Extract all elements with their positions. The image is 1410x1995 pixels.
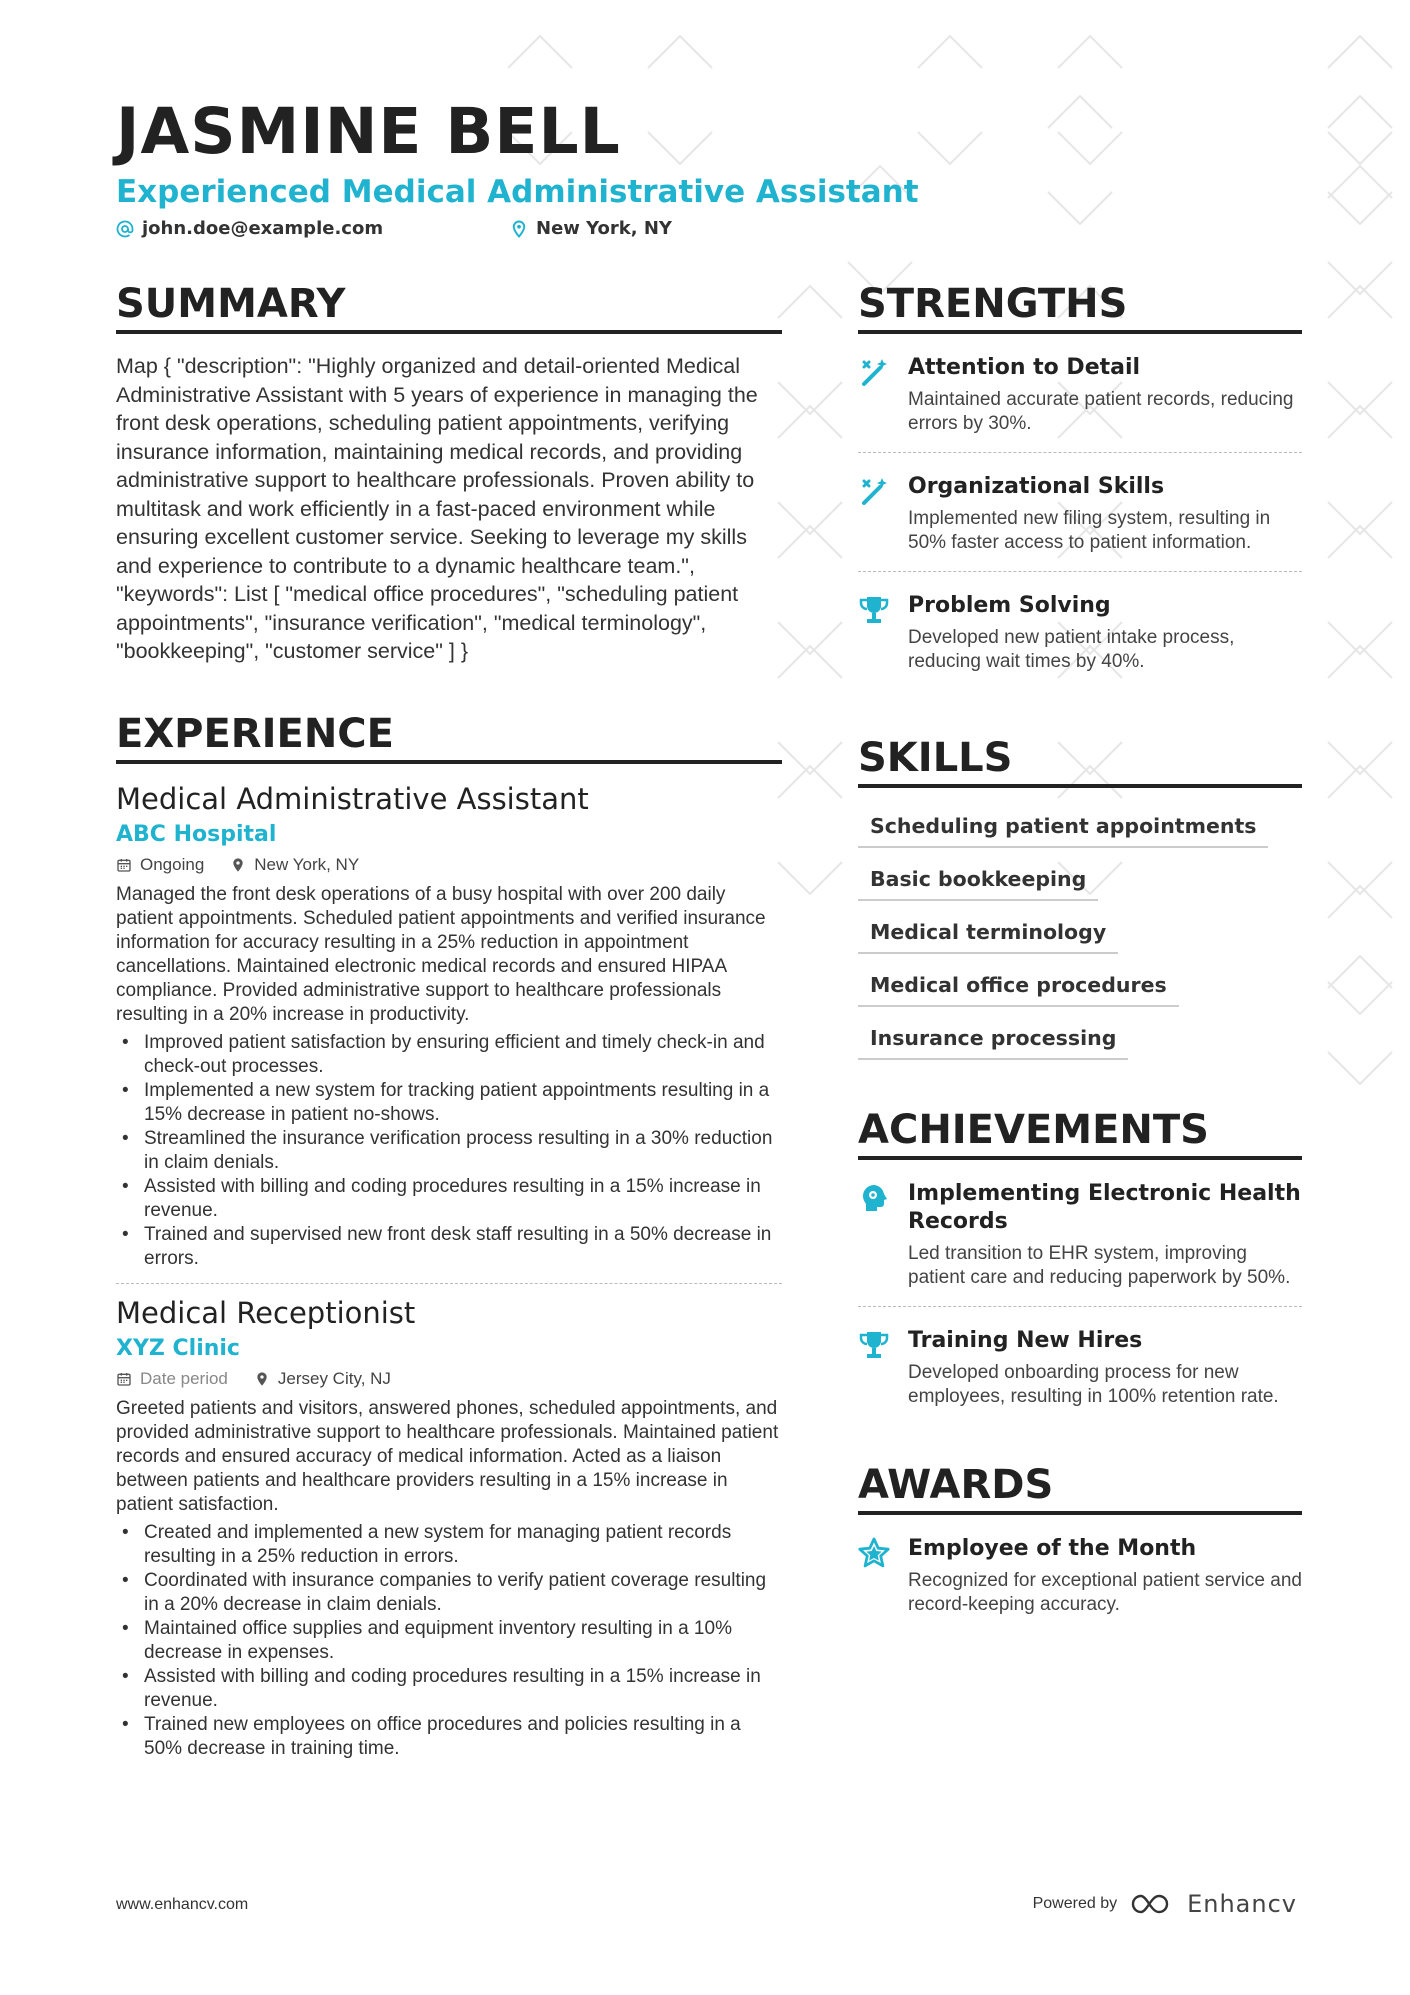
location-pin-icon: [510, 220, 528, 238]
job-location-text: New York, NY: [254, 854, 360, 874]
enhancv-logo-icon: [1129, 1892, 1175, 1916]
candidate-title: Experienced Medical Administrative Assistant: [116, 174, 919, 210]
award-item: [858, 1515, 1302, 1633]
powered-by-text: Powered by: [1032, 1895, 1118, 1912]
skill-tag: Basic bookkeeping: [858, 855, 1098, 901]
job-period-text: Ongoing: [140, 854, 205, 874]
awards-heading: AWARDS: [858, 1461, 1302, 1515]
job-bullets: [116, 1031, 782, 1271]
job-bullet: • Trained and supervised new front desk staff resulting in a 50% decrease in errors.: [116, 1223, 782, 1271]
summary-section: [116, 280, 782, 666]
job-title: Medical Receptionist: [116, 1295, 416, 1330]
job-description: Managed the front desk operations of a busy hospital with over 200 daily patient appointments. Scheduled patient appointments and verified insurance information for accuracy resulting in a 25% reduction in appointment cancellations. Maintained electronic medical records and ensured HIPAA compliance. Provided administrative support to healthcare professionals resulting in a 20% increase in productivity.: [116, 883, 766, 1025]
summary-heading: SUMMARY: [116, 280, 782, 334]
strengths-section: [858, 280, 1302, 690]
job-meta: [116, 855, 782, 875]
achievements-section: [858, 1106, 1302, 1425]
job-description: Greeted patients and visitors, answered phones, scheduled appointments, and provided administrative support to healthcare professionals. Maintained patient records and ensured accuracy of medical information. Acted as a liaison between patients and healthcare providers resulting in a 15% increase in patient satisfaction.: [116, 1397, 779, 1515]
skill-tag: Medical office procedures: [858, 961, 1179, 1007]
head-icon: [858, 1182, 890, 1214]
achievement-description: Led transition to EHR system, improving patient care and reducing paperwork by 50%.: [908, 1243, 1291, 1288]
strength-description: Implemented new filing system, resulting in 50% faster access to patient information.: [908, 508, 1271, 553]
award-title: Employee of the Month: [908, 1536, 1197, 1561]
strength-title: Problem Solving: [908, 593, 1111, 618]
star-icon: [858, 1537, 890, 1569]
job-title: Medical Administrative Assistant: [116, 781, 589, 816]
skills-heading: SKILLS: [858, 734, 1302, 788]
job-period: [116, 1369, 228, 1389]
strength-title: Attention to Detail: [908, 355, 1141, 380]
candidate-name: JASMINE BELL: [116, 95, 621, 168]
contact-email[interactable]: [116, 218, 383, 239]
experience-section: [116, 710, 782, 1761]
calendar-icon: [116, 1371, 132, 1387]
job-bullet: • Created and implemented a new system for managing patient records resulting in a 25% reduction in errors.: [116, 1521, 782, 1569]
divider: [116, 1283, 782, 1284]
left-column: [116, 280, 782, 1761]
right-column: [858, 280, 1302, 1633]
strength-item: [858, 572, 1302, 690]
location-text: New York, NY: [536, 218, 672, 239]
achievement-item: [858, 1307, 1302, 1425]
skill-tag: Insurance processing: [858, 1014, 1128, 1060]
job-bullets: [116, 1521, 782, 1761]
strength-item: [858, 453, 1302, 572]
achievement-description: Developed onboarding process for new employees, resulting in 100% retention rate.: [908, 1362, 1279, 1407]
strengths-heading: STRENGTHS: [858, 280, 1302, 334]
skills-list: [858, 802, 1302, 1060]
location-pin-icon: [254, 1371, 270, 1387]
job-bullet: • Maintained office supplies and equipment inventory resulting in a 10% decrease in expenses.: [116, 1617, 782, 1665]
job-entry: [116, 1294, 782, 1761]
footer-branding[interactable]: [1033, 1890, 1297, 1918]
job-location: [254, 1369, 391, 1389]
footer-website[interactable]: www.enhancv.com: [116, 1896, 249, 1913]
strength-description: Maintained accurate patient records, reducing errors by 30%.: [908, 389, 1294, 434]
summary-text: Map { "description": "Highly organized and detail-oriented Medical Administrative Assistant with 5 years of experience in managing the front desk operations, scheduling patient appointments, verifying insurance information, maintaining medical records, and providing administrative support to healthcare professionals. Proven ability to multitask and work efficiently in a fast-paced environment while ensuring excellent customer service. Seeking to leverage my skills and experience to contribute to a dynamic healthcare team.", "keywords": List [ "medical office procedures", "scheduling patient appointments", "insurance verification", "medical terminology", "bookkeeping", "customer service" ] }: [116, 354, 758, 663]
company-name: ABC Hospital: [116, 821, 277, 847]
job-bullet: • Improved patient satisfaction by ensuring efficient and timely check-in and check-out processes.: [116, 1031, 782, 1079]
achievement-item: [858, 1160, 1302, 1307]
wand-icon: [858, 475, 890, 507]
location-pin-icon: [230, 857, 246, 873]
at-icon: [116, 220, 134, 238]
job-period-text: Date period: [140, 1368, 228, 1388]
job-bullet: • Coordinated with insurance companies to verify patient coverage resulting in a 20% decrease in claim denials.: [116, 1569, 782, 1617]
job-period: [116, 855, 204, 875]
award-description: Recognized for exceptional patient service and record-keeping accuracy.: [908, 1570, 1302, 1615]
job-bullet: • Assisted with billing and coding procedures resulting in a 15% increase in revenue.: [116, 1175, 782, 1223]
strength-item: [858, 334, 1302, 453]
trophy-icon: [858, 594, 890, 626]
achievements-heading: ACHIEVEMENTS: [858, 1106, 1302, 1160]
job-location: [230, 855, 359, 875]
achievement-title: Implementing Electronic Health Records: [908, 1181, 1301, 1234]
email-text: john.doe@example.com: [142, 218, 384, 239]
wand-icon: [858, 356, 890, 388]
contact-location: [510, 218, 672, 239]
skill-tag: Medical terminology: [858, 908, 1118, 954]
brand-name: Enhancv: [1187, 1890, 1297, 1918]
calendar-icon: [116, 857, 132, 873]
company-name: XYZ Clinic: [116, 1335, 240, 1361]
job-bullet: • Trained new employees on office procedures and policies resulting in a 50% decrease in training time.: [116, 1713, 782, 1761]
job-meta: [116, 1369, 782, 1389]
job-bullet: • Implemented a new system for tracking patient appointments resulting in a 15% decrease in patient no-shows.: [116, 1079, 782, 1127]
skill-tag: Scheduling patient appointments: [858, 802, 1268, 848]
achievement-title: Training New Hires: [908, 1328, 1143, 1353]
job-location-text: Jersey City, NJ: [277, 1368, 391, 1388]
strength-title: Organizational Skills: [908, 474, 1165, 499]
job-bullet: • Assisted with billing and coding procedures resulting in a 15% increase in revenue.: [116, 1665, 782, 1713]
job-bullet: • Streamlined the insurance verification process resulting in a 30% reduction in claim denials.: [116, 1127, 782, 1175]
awards-section: [858, 1461, 1302, 1633]
job-entry: [116, 780, 782, 1284]
skills-section: [858, 734, 1302, 1060]
experience-heading: EXPERIENCE: [116, 710, 782, 764]
strength-description: Developed new patient intake process, reducing wait times by 40%.: [908, 627, 1235, 672]
trophy-icon: [858, 1329, 890, 1361]
